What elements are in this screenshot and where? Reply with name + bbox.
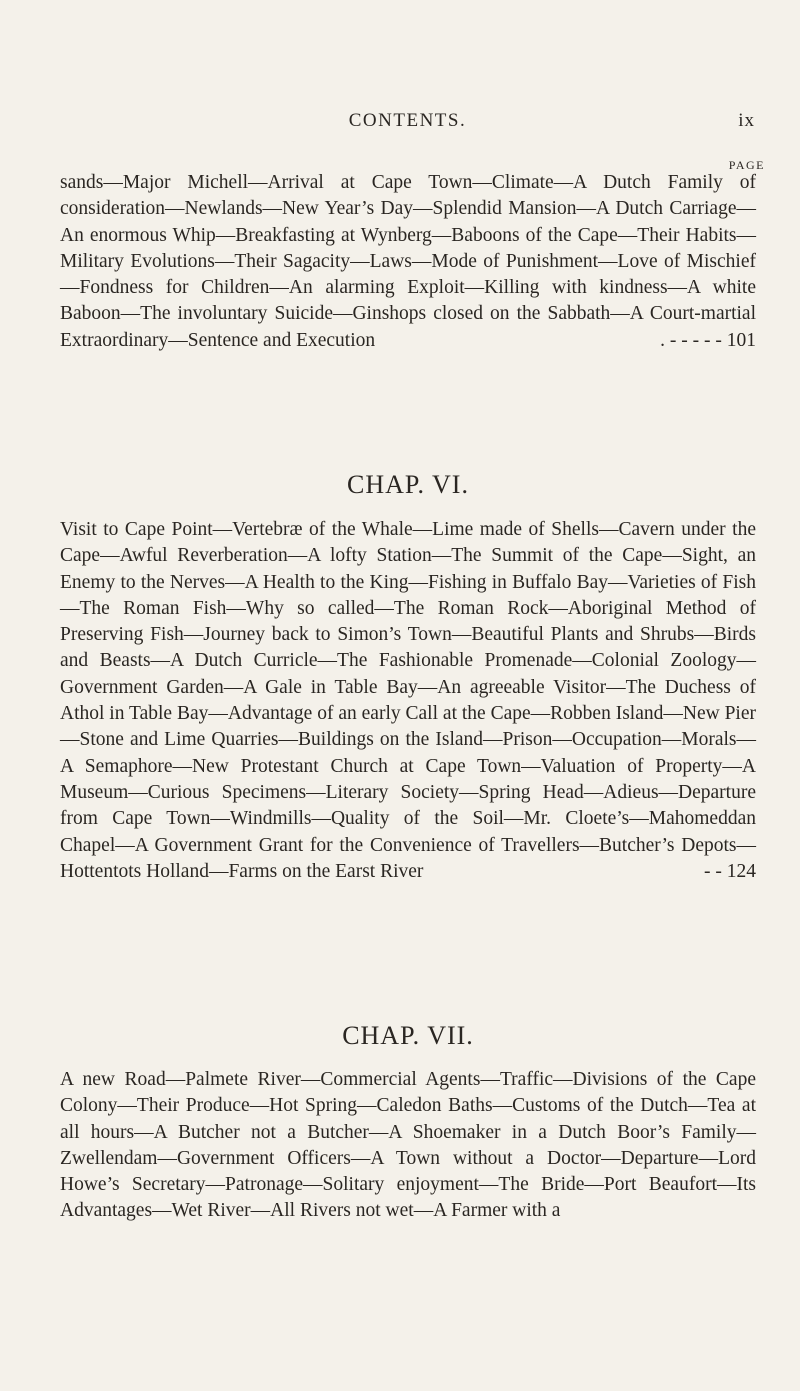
- contents-entry: [60, 517, 756, 885]
- leader-dots: - -: [704, 860, 722, 882]
- page-number: ix: [738, 110, 755, 131]
- chapter-heading: CHAP. VII.: [342, 1021, 474, 1050]
- entry-page-number: 124: [726, 860, 756, 882]
- contents-entry: [60, 170, 756, 354]
- entry-page-number: 101: [726, 329, 756, 351]
- entry-text: sands—Major Michell—Arrival at Cape Town—Climate—A Dutch Family of consideration—Newlands—New Year’s Day—Splendid Mansion—A Dutch Carriage—An enormous Whip—Breakfasting at Wynberg—Baboons of the Cape—Their Habits—Military Evolutions—Their Sagacity—Laws—Mode of Punishment—Love of Mischief—Fondness for Children—An alarming Exploit—Killing with kindness—A white Baboon—The involuntary Suicide—Ginshops closed on the Sabbath—A Court-martial Extraordinary—Sentence and Execution: [60, 172, 756, 351]
- chapter-heading: CHAP. VI.: [347, 470, 469, 499]
- page-column-label: PAGE: [728, 158, 765, 172]
- entry-text: Visit to Cape Point—Vertebræ of the Whale—Lime made of Shells—Cavern under the Cape—Awful Reverberation—A lofty Station—The Summit of the Cape—Sight, an Enemy to the Nerves—A Health to the King—Fishing in Buffalo Bay—Varieties of Fish—The Roman Fish—Why so called—The Roman Rock—Aboriginal Method of Preserving Fish—Journey back to Simon’s Town—Beautiful Plants and Shrubs—Birds and Beasts—A Dutch Curricle—The Fashionable Promenade—Colonial Zoology—Government Garden—A Gale in Table Bay—An agreeable Visitor—The Duchess of Athol in Table Bay—Advantage of an early Call at the Cape—Robben Island—New Pier—Stone and Lime Quarries—Buildings on the Island—Prison—Occupation—Morals—A Semaphore—New Protestant Church at Cape Town—Valuation of Property—A Museum—Curious Specimens—Literary Society—Spring Head—Adieus—Departure from Cape Town—Windmills—Quality of the Soil—Mr. Cloete’s—Mahomeddan Chapel—A Government Grant for the Convenience of Travellers—Butcher’s Depots—Hottentots Holland—Farms on the Earst River: [60, 519, 756, 882]
- entry-text: A new Road—Palmete River—Commercial Agents—Traffic—Divisions of the Cape Colony—Their Produce—Hot Spring—Caledon Baths—Customs of the Dutch—Tea at all hours—A Butcher not a Butcher—A Shoemaker in a Dutch Boor’s Family—Zwellendam—Government Officers—A Town without a Doctor—Departure—Lord Howe’s Secretary—Patronage—Solitary enjoyment—The Bride—Port Beaufort—Its Advantages—Wet River—All Rivers not wet—A Farmer with a: [60, 1069, 756, 1222]
- running-title: CONTENTS.: [348, 110, 467, 131]
- running-header: [60, 110, 755, 140]
- leader-dots: . - - - - -: [660, 329, 722, 351]
- contents-entry: [60, 1067, 756, 1225]
